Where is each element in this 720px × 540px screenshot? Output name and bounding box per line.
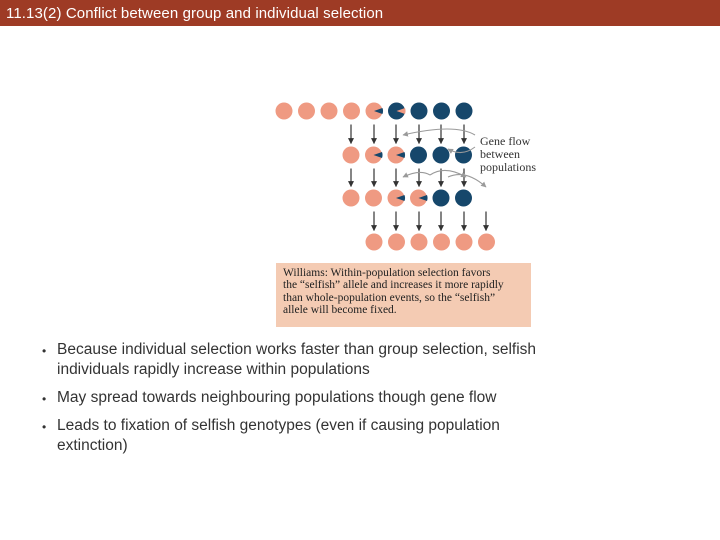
individual-circle: [433, 234, 450, 251]
salmon-individual: [366, 103, 384, 120]
navy-individual: [455, 147, 472, 164]
salmon-individual: [343, 190, 360, 207]
gene-flow-arrow: [403, 172, 430, 177]
caption-line: the “selfish” allele and increases it more rapidly: [283, 279, 504, 292]
gene-flow-label-line: between: [480, 147, 520, 161]
individual-circle: [321, 103, 338, 120]
bullet-dot: •: [42, 420, 47, 434]
gene-flow-arrow: [430, 170, 466, 177]
bullet-text: May spread towards neighbouring populations though gene flow: [57, 389, 497, 406]
individual-circle: [433, 190, 450, 207]
bullet-text: extinction): [57, 437, 128, 454]
individual-circle: [455, 190, 472, 207]
individual-circle: [433, 147, 450, 164]
individual-circle: [366, 234, 383, 251]
individual-circle: [433, 103, 450, 120]
bullet-item: [40, 388, 680, 408]
individual-circle: [456, 103, 473, 120]
salmon-individual: [388, 190, 406, 207]
salmon-individual: [478, 234, 495, 251]
bullet-text: Because individual selection works faster than group selection, selfish: [57, 341, 537, 358]
individual-circle: [276, 103, 293, 120]
bullet-dot: •: [42, 344, 47, 358]
salmon-individual: [365, 147, 383, 164]
individual-circle: [343, 190, 360, 207]
salmon-individual: [388, 147, 406, 164]
individual-circle: [343, 103, 360, 120]
caption-line: Williams: Within-population selection favors: [283, 267, 491, 279]
salmon-individual: [276, 103, 293, 120]
salmon-individual: [433, 234, 450, 251]
navy-individual: [411, 103, 428, 120]
navy-individual: [433, 103, 450, 120]
salmon-individual: [366, 234, 383, 251]
individual-circle: [410, 147, 427, 164]
salmon-individual: [365, 190, 382, 207]
navy-individual: [388, 103, 406, 120]
bullet-item: [40, 416, 680, 456]
salmon-individual: [410, 190, 428, 207]
navy-individual: [410, 147, 427, 164]
individual-circle: [343, 147, 360, 164]
caption-line: allele will become fixed.: [283, 304, 397, 317]
slide-title: 11.13(2) Conflict between group and individual selection: [6, 5, 384, 22]
bullet-dot: •: [42, 392, 47, 406]
salmon-individual: [321, 103, 338, 120]
salmon-individual: [456, 234, 473, 251]
individual-circle: [411, 234, 428, 251]
salmon-individual: [388, 234, 405, 251]
bullet-item: [40, 340, 680, 380]
navy-individual: [433, 190, 450, 207]
individual-circle: [478, 234, 495, 251]
individual-circle: [365, 190, 382, 207]
gene-flow-arrow: [448, 175, 486, 187]
navy-individual: [456, 103, 473, 120]
caption-line: than whole-population events, so the “selfish”: [283, 291, 496, 304]
williams-caption: [276, 263, 531, 327]
bullet-list: [40, 340, 680, 464]
salmon-individual: [343, 103, 360, 120]
gene-flow-figure: [270, 95, 550, 330]
individual-circle: [411, 103, 428, 120]
navy-individual: [455, 190, 472, 207]
gene-flow-label: [480, 135, 560, 174]
individual-circle: [298, 103, 315, 120]
title-bar: [0, 0, 720, 26]
bullet-text: Leads to fixation of selfish genotypes (even if causing population: [57, 417, 500, 434]
bullet-text: individuals rapidly increase within populations: [57, 361, 370, 378]
individual-circle: [456, 234, 473, 251]
salmon-individual: [411, 234, 428, 251]
salmon-individual: [343, 147, 360, 164]
individual-circle: [388, 234, 405, 251]
gene-flow-label-line: Gene flow: [480, 134, 531, 148]
navy-individual: [433, 147, 450, 164]
individual-circle: [455, 147, 472, 164]
gene-flow-label-line: populations: [480, 160, 536, 174]
salmon-individual: [298, 103, 315, 120]
